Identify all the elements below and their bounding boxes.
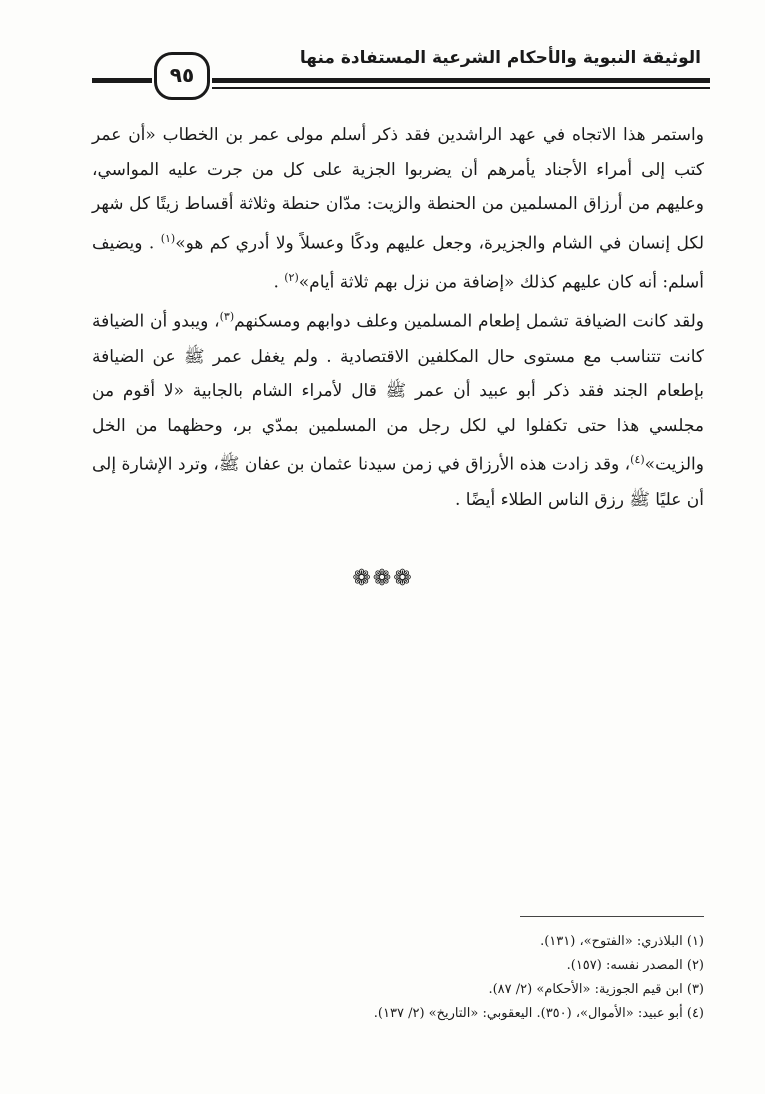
footnote-1: (١) البلاذري: «الفتوح»، (١٣١). [540,934,704,949]
header-rule-right-thin [212,87,710,89]
paragraph-1 [92,118,704,300]
footnote-4: (٤) أبو عبيد: «الأموال»، (٣٥٠). اليعقوبي: «التاريخ» (٢/ ١٣٧). [373,1006,704,1021]
main-text [92,118,704,517]
running-title: الوثيقة النبوية والأحكام الشرعية المستفادة منها [299,48,701,68]
footnote-separator [520,916,704,917]
footnotes [200,930,704,1026]
footnote-ref-4[interactable]: (٤) [630,453,645,467]
header-rule-left [92,78,152,83]
paragraph-2 [92,300,704,517]
flower-ornament-icon: ❁ [393,566,412,591]
footnote-ref-3[interactable]: (٣) [219,310,235,324]
paragraph-2-end: ، وقد زادت هذه الأرزاق في زمن سيدنا عثمان بن عفان ﷺ، وترد الإشارة إلى أن عليًا ﷺ رزق الناس الطلاء أيضًا . [92,454,704,510]
paragraph-2-cont: ، ويبدو أن الضيافة كانت تتناسب مع مستوى حال المكلفين الاقتصادية . ولم يغفل عمر ﷺ عن الضيافة بإطعام الجند فقد ذكر أبو عبيد أن عمر ﷺ قال لأمراء الشام بالجابية «لا أقوم من مجلسي هذا حتى تكفلوا لي لكل رجل من المسلمين بمدّي بر، وحظهما من الخل والزيت» [92,311,704,475]
flower-ornament-icon: ❁ [352,566,371,591]
footnote-2: (٢) المصدر نفسه: (١٥٧). [566,958,704,973]
page-header [0,38,765,108]
header-rule-right-thick [212,78,710,83]
footnote-3: (٣) ابن قيم الجوزية: «الأحكام» (٢/ ٨٧). [488,982,704,997]
paragraph-1-cont: . ويضيف أسلم: أنه كان عليهم كذلك «إضافة من نزل بهم ثلاثة أيام» [92,233,704,293]
paragraph-1-text: واستمر هذا الاتجاه في عهد الراشدين فقد ذكر أسلم مولى عمر بن الخطاب «أن عمر كتب إلى أمراء الأجناد يأمرهم أن يضربوا الجزية على كل من جرت عليه المواسي، وعليهم من أرزاق المسلمين من الحنطة والزيت: مدّان حنطة وثلاثة أقساط زيتًا كل شهر لكل إنسان في الشام والجزيرة، وجعل عليهم ودكًا وعسلاً ولا أدري كم هو» [92,125,704,254]
footnote-ref-1[interactable]: (١) [160,231,176,245]
footnote-ref-2[interactable]: (٢) [284,271,299,285]
page-number: ٩٥ [154,52,210,100]
flower-ornament-icon: ❁ [372,566,392,591]
paragraph-2-text: ولقد كانت الضيافة تشمل إطعام المسلمين وعلف دوابهم ومسكنهم [234,311,704,332]
section-ornament [352,566,412,592]
paragraph-1-end: . [273,272,285,293]
